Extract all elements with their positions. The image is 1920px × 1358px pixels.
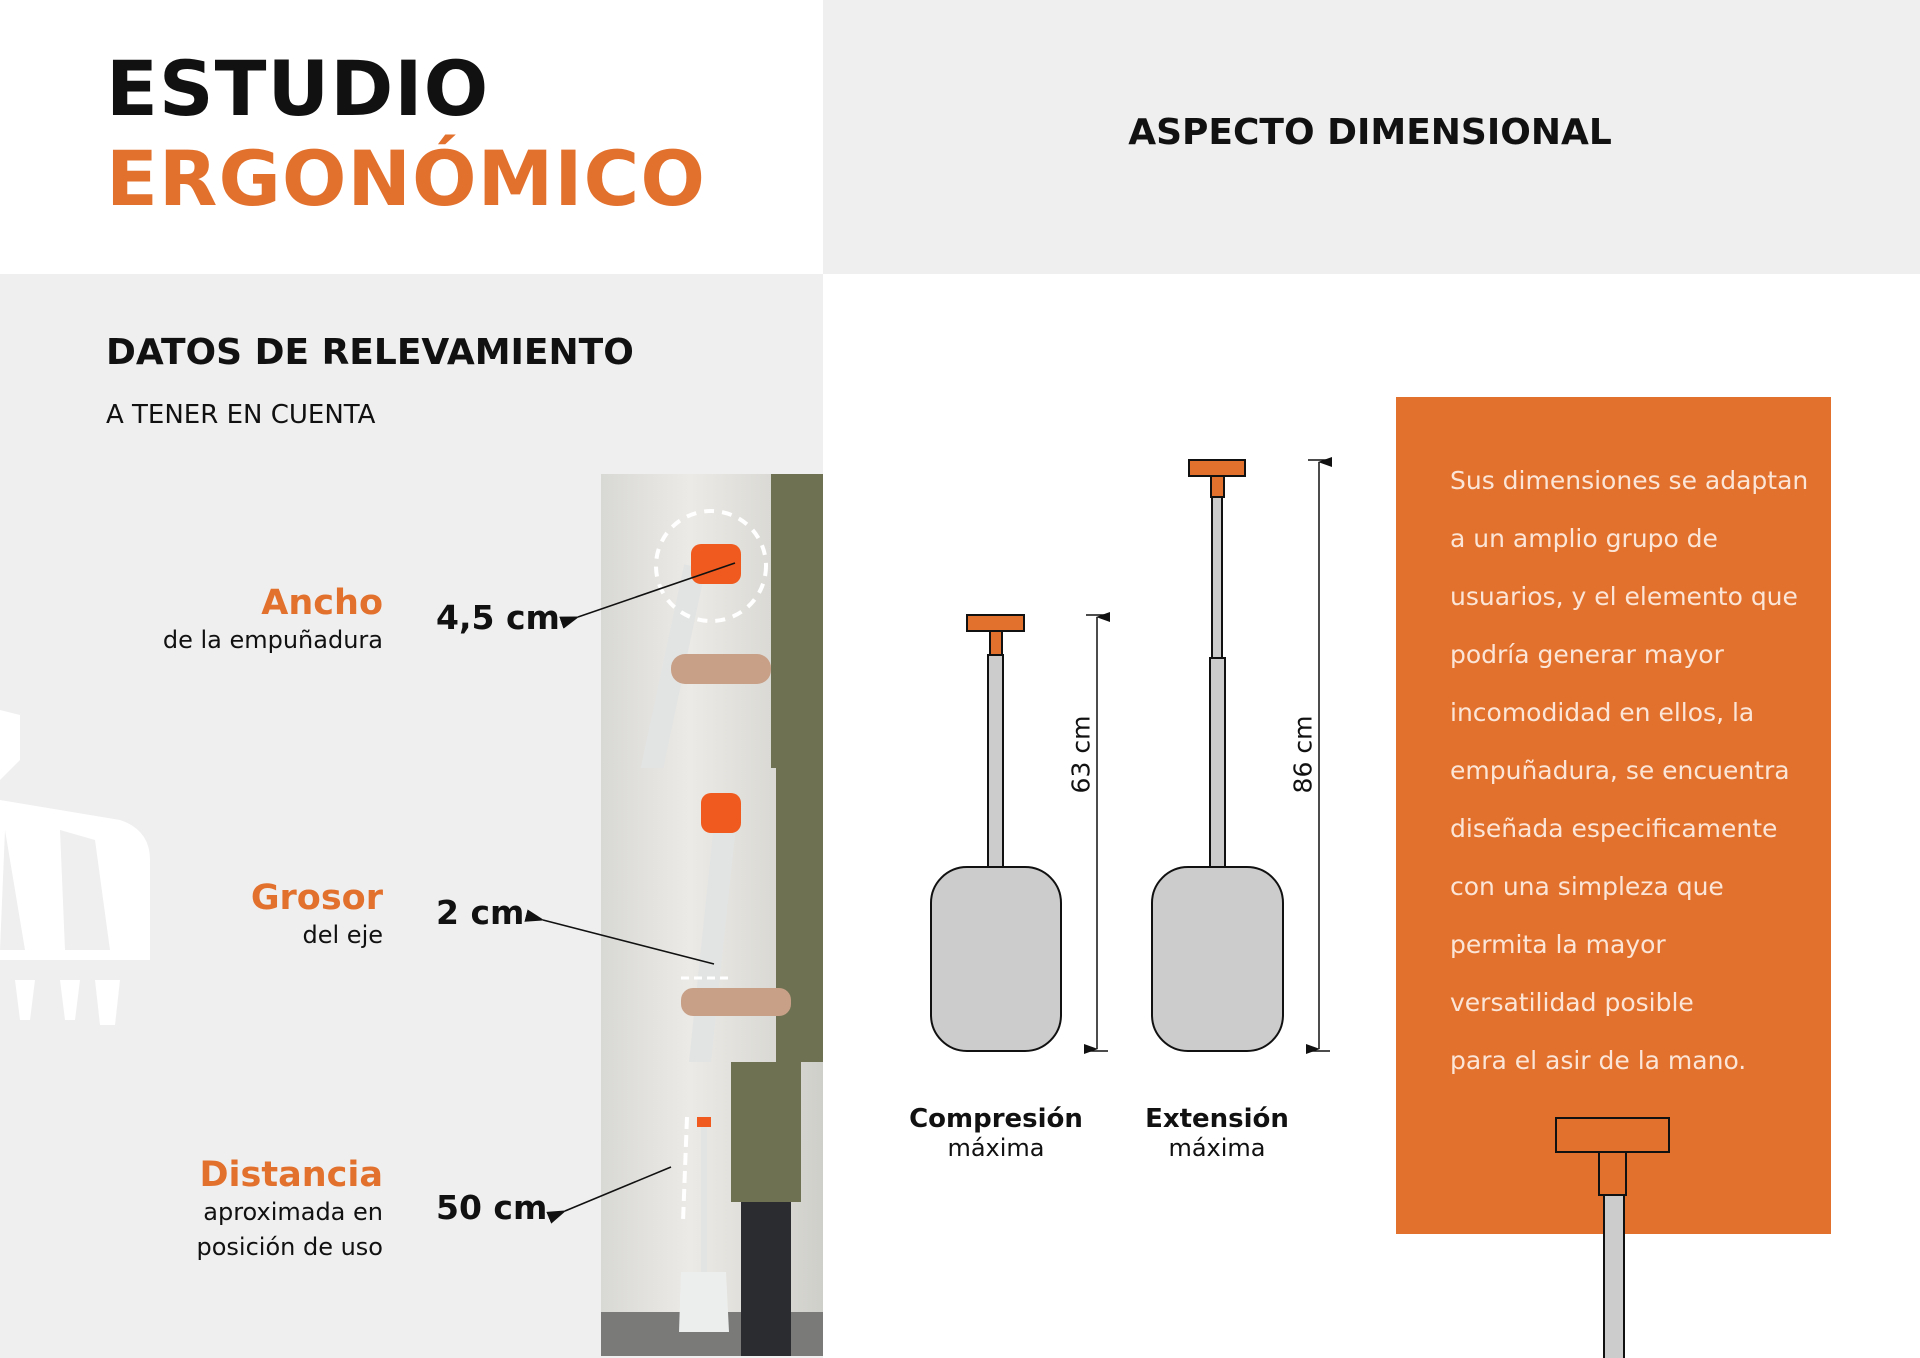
survey-subtitle: A TENER EN CUENTA (106, 400, 376, 430)
photo-shaft-thickness (601, 768, 823, 1062)
description-line: a un amplio grupo de (1450, 524, 1718, 553)
survey-item-distancia (196, 1155, 383, 1265)
description-line: podría generar mayor (1450, 640, 1724, 669)
caption-title: Extensión (1145, 1104, 1289, 1134)
description-line: versatilidad posible (1450, 988, 1694, 1017)
item-label: Distancia (199, 1155, 383, 1195)
dimension-label-compression: 63 cm (1066, 715, 1096, 794)
description-line: Sus dimensiones se adaptan (1450, 466, 1809, 495)
title-line-1: ESTUDIO (106, 44, 490, 133)
item-value: 50 cm (436, 1188, 548, 1227)
item-sub: del eje (302, 921, 383, 949)
caption-title: Compresión (909, 1104, 1083, 1134)
caption-compression (886, 1104, 1106, 1162)
dimension-label-extension: 86 cm (1288, 715, 1318, 794)
dimension-line-compression (1086, 615, 1108, 1051)
photo-use-distance (601, 1062, 823, 1356)
survey-title: DATOS DE RELEVAMIENTO (106, 332, 634, 373)
caption-sub: máxima (1168, 1134, 1266, 1162)
title-line-2: ERGONÓMICO (106, 134, 706, 223)
description-line: permita la mayor (1450, 930, 1666, 959)
shovel-extension (1152, 460, 1283, 1051)
description-text (1450, 452, 1808, 1090)
survey-item-ancho (163, 583, 383, 658)
shovel-compression (931, 615, 1061, 1051)
section-title-dimensional: ASPECTO DIMENSIONAL (1128, 112, 1612, 153)
item-sub: de la empuñadura (162, 626, 383, 654)
item-sub: posición de uso (196, 1233, 383, 1261)
description-line: para el asir de la mano. (1450, 1046, 1747, 1075)
description-line: diseñada especificamente (1450, 814, 1778, 843)
description-line: con una simpleza que (1450, 872, 1724, 901)
item-value: 2 cm (436, 893, 525, 932)
item-label: Grosor (250, 878, 383, 918)
handle-detail-illustration (1540, 1110, 1690, 1358)
decorative-silhouette (0, 700, 160, 1040)
survey-item-grosor (251, 878, 383, 953)
item-label: Ancho (261, 583, 383, 623)
item-value: 4,5 cm (436, 598, 560, 637)
caption-extension (1107, 1104, 1327, 1162)
description-line: incomodidad en ellos, la (1450, 698, 1755, 727)
item-sub: aproximada en (203, 1198, 383, 1226)
photo-grip-width (601, 474, 823, 768)
description-line: empuñadura, se encuentra (1450, 756, 1790, 785)
description-line: usuarios, y el elemento que (1450, 582, 1798, 611)
caption-sub: máxima (947, 1134, 1045, 1162)
